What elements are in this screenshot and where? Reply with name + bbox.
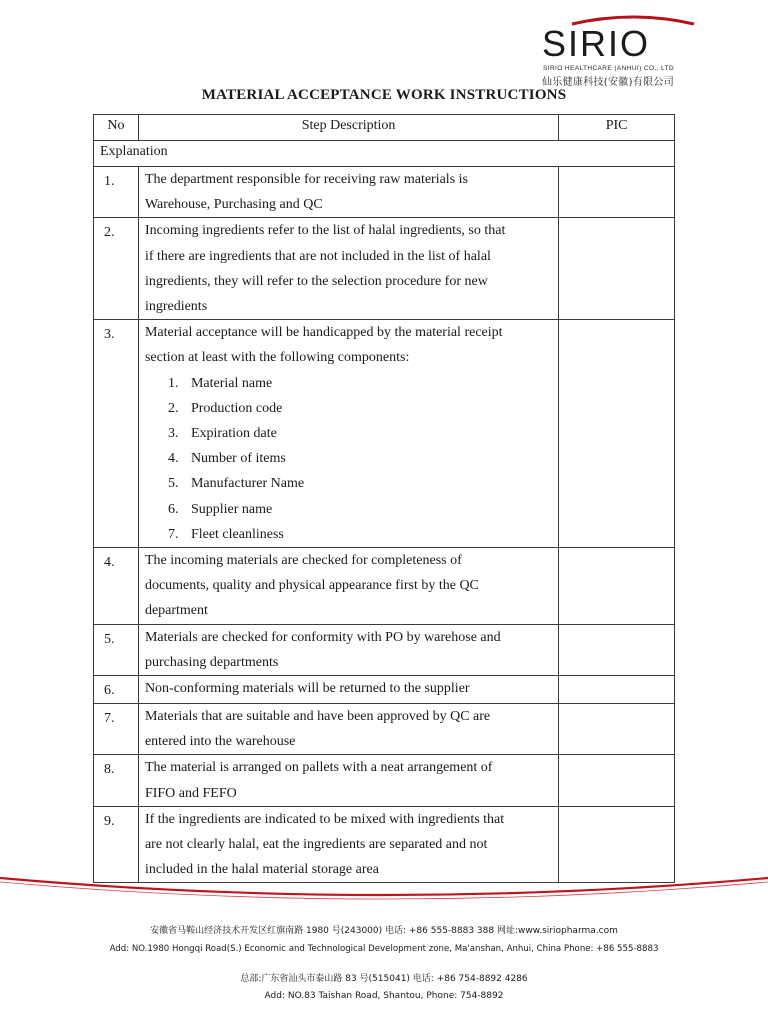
step-number: 5. [94,624,139,675]
footer-hq-en: Add: NO.83 Taishan Road, Shantou, Phone: 754-8892 [264,991,504,1001]
table-row [94,704,675,755]
component-number: 5. [167,476,179,492]
step-description [138,755,558,806]
company-name-en: SIRIO HEALTHCARE (ANHUI) CO., LTD [543,65,675,72]
list-item [168,371,552,396]
step-number: 9. [94,806,139,883]
description-line: are not clearly halal, eat the ingredients are separated and not [144,837,488,853]
step-description [138,624,558,675]
step-number: 4. [94,548,139,625]
description-line: The material is arranged on pallets with a neat arrangement of [144,760,493,776]
description-line: included in the halal material storage area [144,862,379,878]
table-row [94,320,675,548]
pic-cell[interactable] [559,624,675,675]
step-description [138,320,558,548]
company-name-cn: 仙乐健康科技(安徽)有限公司 [542,77,675,88]
pic-cell[interactable] [559,548,675,625]
step-description [138,167,558,218]
table-row [94,548,675,625]
table-header-row [94,115,675,141]
company-logo [540,12,698,88]
step-number: 6. [94,676,139,704]
component-text: Manufacturer Name [190,476,305,492]
description-line: FIFO and FEFO [144,785,237,801]
component-text: Number of items [190,451,286,467]
header-no: No [94,115,139,141]
component-text: Material name [190,375,273,391]
description-line: The department responsible for receiving raw materials is [144,172,468,187]
table-row [94,218,675,320]
component-text: Fleet cleanliness [190,526,284,542]
step-number: 8. [94,755,139,806]
list-item [168,396,552,421]
description-line: ingredients, they will refer to the selection procedure for new [144,273,488,289]
step-number: 2. [94,218,139,320]
description-line: If the ingredients are indicated to be mixed with ingredients that [144,811,505,827]
table-row [94,167,675,218]
description-line: ingredients [144,299,208,315]
document-title: MATERIAL ACCEPTANCE WORK INSTRUCTIONS [201,87,567,103]
footer-hq-cn: 总部:广东省汕头市泰山路 83 号(515041) 电话: +86 754-8892 4286 [240,974,528,984]
section-label: Explanation [94,141,675,167]
description-line: Material acceptance will be handicapped by the material receipt [144,325,503,341]
component-list [145,371,552,547]
step-number: 3. [94,320,139,548]
component-text: Supplier name [190,501,273,517]
component-number: 1. [167,375,179,391]
description-line: section at least with the following components: [144,350,410,366]
description-line: documents, quality and physical appearance first by the QC [144,578,479,594]
pic-cell[interactable] [559,218,675,320]
description-line: Warehouse, Purchasing and QC [144,197,323,213]
header-step-description: Step Description [138,115,558,141]
list-item [168,522,552,547]
step-description [138,676,558,704]
component-number: 6. [167,501,179,517]
pic-cell[interactable] [559,167,675,218]
pic-cell[interactable] [559,676,675,704]
list-item [168,446,552,471]
description-line: The incoming materials are checked for completeness of [144,553,462,569]
description-line: Non-conforming materials will be returned to the supplier [144,681,470,697]
table-row [94,624,675,675]
description-line: Materials are checked for conformity with PO by warehose and [144,629,501,645]
pic-cell[interactable] [559,320,675,548]
footer-swoosh-icon [0,860,768,920]
description-line: Incoming ingredients refer to the list of halal ingredients, so that [144,223,506,239]
description-line: department [144,603,208,619]
logo-wordmark: SIRIO [542,23,651,64]
list-item [168,471,552,496]
pic-cell[interactable] [559,704,675,755]
step-description [138,704,558,755]
step-description [138,548,558,625]
list-item [168,421,552,446]
component-number: 7. [167,526,179,542]
step-description [138,218,558,320]
component-number: 3. [167,426,179,442]
description-line: entered into the warehouse [144,734,296,750]
list-item [168,497,552,522]
step-number: 7. [94,704,139,755]
description-line: Materials that are suitable and have been approved by QC are [144,709,491,725]
instructions-table [93,114,675,883]
pic-cell[interactable] [559,755,675,806]
description-line: if there are ingredients that are not included in the list of halal [144,248,491,264]
table-row [94,676,675,704]
section-row [94,141,675,167]
component-text: Expiration date [190,426,277,442]
component-number: 2. [167,400,179,416]
header-pic: PIC [559,115,675,141]
step-number: 1. [94,167,139,218]
description-line: purchasing departments [144,654,279,670]
component-text: Production code [190,400,283,416]
component-number: 4. [167,451,179,467]
footer-address-cn: 安徽省马鞍山经济技术开发区红旗南路 1980 号(243000) 电话: +86 555-8883 388 网址:www.siriopharma.com [150,926,618,936]
table-row [94,755,675,806]
footer-address-en: Add: NO.1980 Hongqi Road(S.) Economic and Technological Development zone, Ma'anshan, Anhui, China Phone: +86 555-8883 [109,944,659,954]
